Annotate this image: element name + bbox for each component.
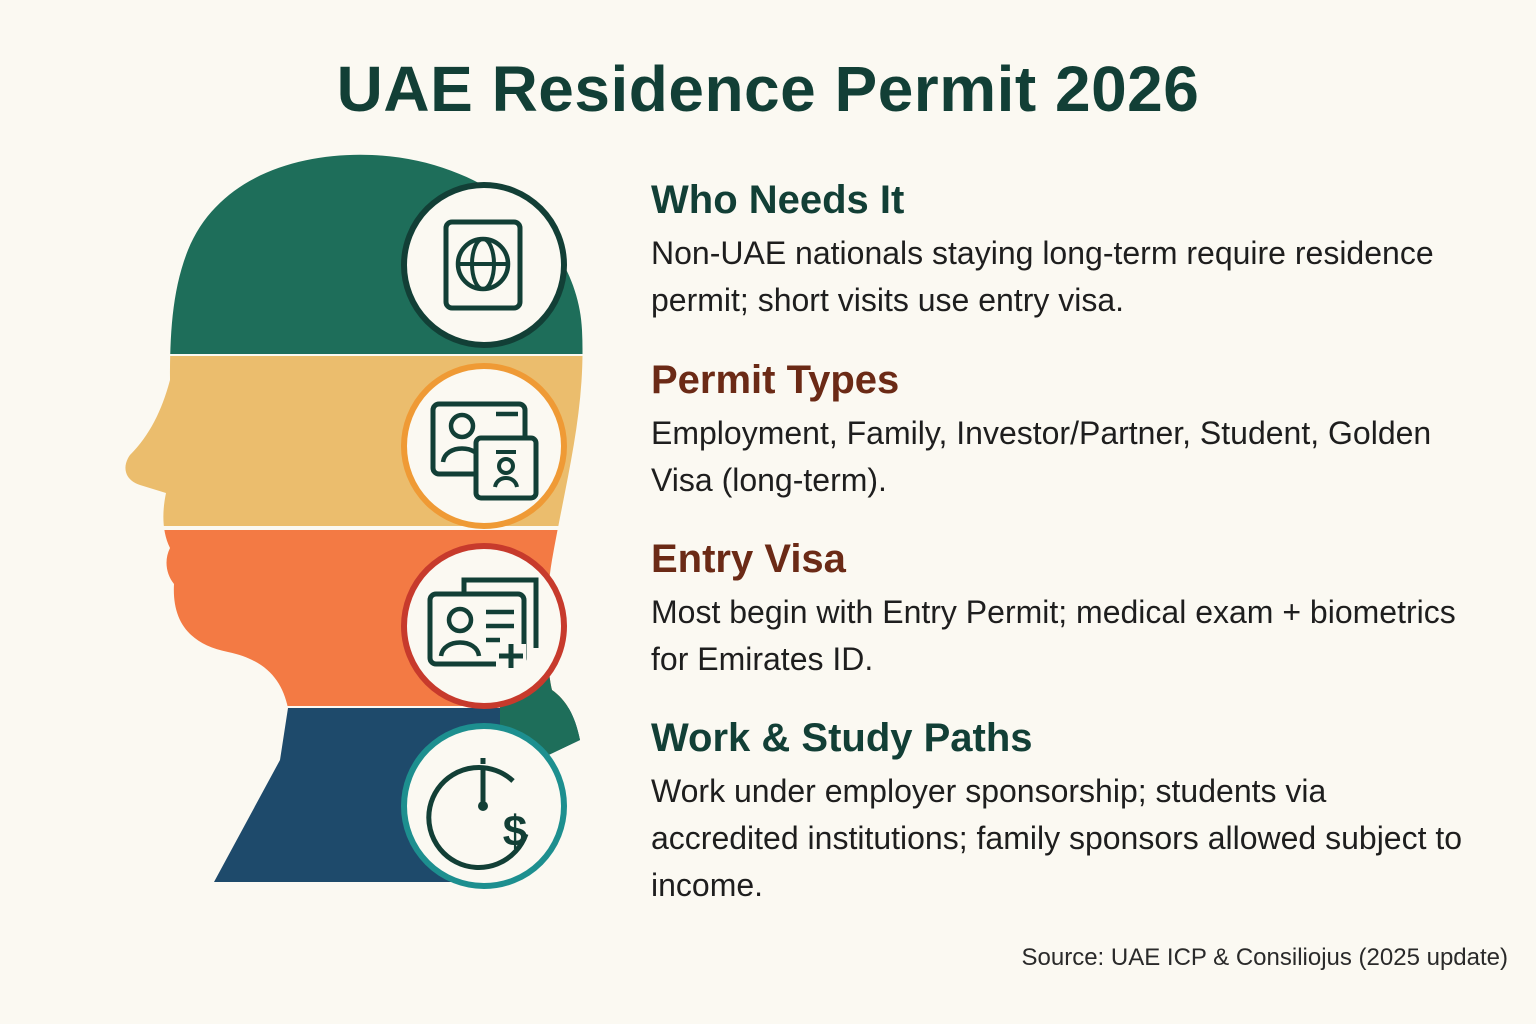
section-heading: Permit Types	[651, 358, 900, 402]
svg-text:$: $	[502, 807, 528, 856]
section-heading: Who Needs It	[651, 178, 905, 222]
section-body: Most begin with Entry Permit; medical exam + biometrics for Emirates ID.	[651, 594, 1456, 677]
section-body: Non-UAE nationals staying long-term require residence permit; short visits use entry visa.	[651, 235, 1434, 318]
section-who-needs-it	[651, 176, 1471, 324]
page-title: UAE Residence Permit 2026	[336, 53, 1200, 125]
clock-dollar-icon	[404, 726, 564, 886]
id-cards-icon	[404, 366, 564, 526]
head-silhouette-graphic	[0, 0, 620, 1024]
source-note: Source: UAE ICP & Consiliojus (2025 update)	[1021, 944, 1508, 971]
section-heading: Work & Study Paths	[651, 716, 1033, 760]
section-permit-types	[651, 356, 1471, 504]
section-entry-visa	[651, 535, 1471, 683]
section-work-study-paths	[651, 714, 1471, 909]
section-heading: Entry Visa	[651, 537, 846, 581]
section-body: Employment, Family, Investor/Partner, Student, Golden Visa (long-term).	[651, 415, 1432, 498]
passport-globe-icon	[404, 185, 564, 345]
section-body: Work under employer sponsorship; students via accredited institutions; family sponsors allowed subject to income.	[651, 773, 1463, 903]
visa-document-plus-icon	[404, 546, 564, 706]
